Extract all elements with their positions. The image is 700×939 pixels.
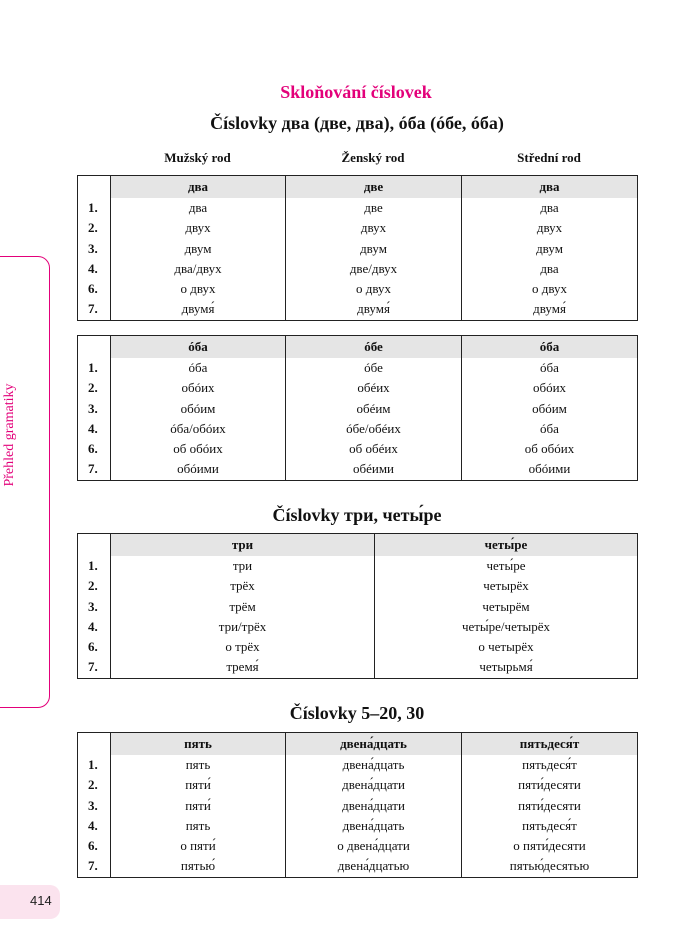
table-cell: четырьмя́: [375, 657, 638, 678]
table-cell: обóим: [462, 399, 638, 419]
table-cell: óба: [462, 419, 638, 439]
section-title-5-20-30: Číslovky 5–20, 30: [289, 703, 425, 723]
table-row: [78, 796, 638, 816]
table-cell: трёх: [111, 576, 375, 596]
table-cell: четырём: [375, 597, 638, 617]
table-row: [78, 299, 638, 320]
case-number: 2.: [78, 576, 111, 596]
table-cell: двумя́: [111, 299, 286, 320]
table-cell: двум: [286, 239, 462, 259]
section-title-dva-oba: Číslovky два (две, два), óба (óбе, óба): [210, 113, 504, 133]
table-cell: двена́дцати: [286, 796, 462, 816]
table-corner: [78, 336, 111, 359]
table-row: [78, 378, 638, 398]
table-cell: обéими: [286, 459, 462, 480]
column-header: óба: [111, 336, 286, 359]
table-cell: о четырёх: [375, 637, 638, 657]
column-header: два: [111, 176, 286, 199]
table-row: [78, 399, 638, 419]
case-number: 1.: [78, 755, 111, 775]
case-number: 4.: [78, 816, 111, 836]
table-row: [78, 775, 638, 795]
case-number: 1.: [78, 198, 111, 218]
table-row: [78, 637, 638, 657]
table-cell: пятьдеся́т: [462, 755, 638, 775]
table-cell: двух: [286, 218, 462, 238]
table-cell: четы́ре/четырёх: [375, 617, 638, 637]
table-row: [78, 419, 638, 439]
table-cell: тремя́: [111, 657, 375, 678]
table-cell: о двух: [462, 279, 638, 299]
column-header: три: [111, 534, 375, 557]
case-number: 7.: [78, 459, 111, 480]
table-cell: двумя́: [462, 299, 638, 320]
column-header: два: [462, 176, 638, 199]
table-row: [78, 556, 638, 576]
table-cell: четы́ре: [375, 556, 638, 576]
table-row: [78, 358, 638, 378]
table-row: [78, 856, 638, 877]
table-cell: три/трёх: [111, 617, 375, 637]
table-cell: пяти́: [111, 775, 286, 795]
case-number: 3.: [78, 239, 111, 259]
gender-masculine: Mužský rod: [164, 150, 231, 165]
table-cell: двена́дцать: [286, 755, 462, 775]
table-cell: об обéих: [286, 439, 462, 459]
page-title: Skloňování číslovek: [280, 82, 432, 102]
table-cell: четырёх: [375, 576, 638, 596]
table-row: [78, 597, 638, 617]
table-cell: пять: [111, 755, 286, 775]
case-number: 6.: [78, 637, 111, 657]
case-number: 7.: [78, 856, 111, 877]
table-row: [78, 459, 638, 480]
table-cell: о двух: [111, 279, 286, 299]
table-row: [78, 836, 638, 856]
table-cell: óба/обóих: [111, 419, 286, 439]
case-number: 6.: [78, 439, 111, 459]
table-cell: две: [286, 198, 462, 218]
case-number: 3.: [78, 597, 111, 617]
page-number: 414: [30, 893, 52, 908]
table-cell: пяти́десяти: [462, 775, 638, 795]
table-corner: [78, 534, 111, 557]
table-cell: два/двух: [111, 259, 286, 279]
table-cell: пятью́: [111, 856, 286, 877]
table-cell: óба: [111, 358, 286, 378]
case-number: 3.: [78, 796, 111, 816]
column-header: пять: [111, 733, 286, 756]
table-cell: о пяти́: [111, 836, 286, 856]
column-header: четы́ре: [375, 534, 638, 557]
case-number: 7.: [78, 299, 111, 320]
table-cell: двум: [462, 239, 638, 259]
table-cell: двена́дцать: [286, 816, 462, 836]
table-cell: об обóих: [111, 439, 286, 459]
table-cell: двумя́: [286, 299, 462, 320]
table-cell: двена́дцати: [286, 775, 462, 795]
table-cell: обóими: [462, 459, 638, 480]
case-number: 2.: [78, 218, 111, 238]
table-cell: об обóих: [462, 439, 638, 459]
table-cell: обóими: [111, 459, 286, 480]
case-number: 4.: [78, 617, 111, 637]
table-row: [78, 576, 638, 596]
case-number: 4.: [78, 419, 111, 439]
table-cell: óбе: [286, 358, 462, 378]
table-cell: два: [111, 198, 286, 218]
table-cell: пяти́: [111, 796, 286, 816]
column-header: пятьдеся́т: [462, 733, 638, 756]
case-number: 1.: [78, 358, 111, 378]
table-dva: [77, 175, 638, 321]
table-cell: о трёх: [111, 637, 375, 657]
table-row: [78, 218, 638, 238]
column-header: óбе: [286, 336, 462, 359]
case-number: 4.: [78, 259, 111, 279]
table-row: [78, 439, 638, 459]
table-cell: два: [462, 198, 638, 218]
table-cell: о двена́дцати: [286, 836, 462, 856]
gender-feminine: Ženský rod: [341, 150, 405, 165]
case-number: 1.: [78, 556, 111, 576]
table-row: [78, 617, 638, 637]
section-title-tri-chetyre: Číslovky три, четы́ре: [272, 505, 442, 525]
gender-neuter: Střední rod: [517, 150, 581, 165]
column-header: две: [286, 176, 462, 199]
table-5-20-30: [77, 732, 638, 878]
case-number: 3.: [78, 399, 111, 419]
table-cell: пяти́десяти: [462, 796, 638, 816]
table-corner: [78, 176, 111, 199]
table-cell: двух: [111, 218, 286, 238]
table-cell: обóим: [111, 399, 286, 419]
table-cell: обóих: [111, 378, 286, 398]
table-cell: óбе/обéих: [286, 419, 462, 439]
sidebar-label: Přehled gramatiky: [2, 383, 17, 487]
table-row: [78, 198, 638, 218]
table-cell: обóих: [462, 378, 638, 398]
table-row: [78, 657, 638, 678]
column-header: двена́дцать: [286, 733, 462, 756]
table-cell: две/двух: [286, 259, 462, 279]
table-cell: два: [462, 259, 638, 279]
table-cell: о двух: [286, 279, 462, 299]
table-cell: пятью́десятью: [462, 856, 638, 877]
case-number: 6.: [78, 836, 111, 856]
table-row: [78, 239, 638, 259]
table-cell: двена́дцатью: [286, 856, 462, 877]
table-cell: три: [111, 556, 375, 576]
table-tri-chetyre: [77, 533, 638, 679]
table-cell: о пяти́десяти: [462, 836, 638, 856]
gender-header-row: [77, 150, 637, 170]
table-row: [78, 279, 638, 299]
case-number: 2.: [78, 775, 111, 795]
table-cell: пятьдеся́т: [462, 816, 638, 836]
table-cell: пять: [111, 816, 286, 836]
table-row: [78, 755, 638, 775]
table-cell: двум: [111, 239, 286, 259]
table-cell: обéих: [286, 378, 462, 398]
case-number: 7.: [78, 657, 111, 678]
table-cell: трём: [111, 597, 375, 617]
table-cell: обéим: [286, 399, 462, 419]
table-row: [78, 816, 638, 836]
table-oba: [77, 335, 638, 481]
case-number: 6.: [78, 279, 111, 299]
column-header: óба: [462, 336, 638, 359]
table-cell: двух: [462, 218, 638, 238]
table-corner: [78, 733, 111, 756]
table-cell: óба: [462, 358, 638, 378]
table-row: [78, 259, 638, 279]
case-number: 2.: [78, 378, 111, 398]
